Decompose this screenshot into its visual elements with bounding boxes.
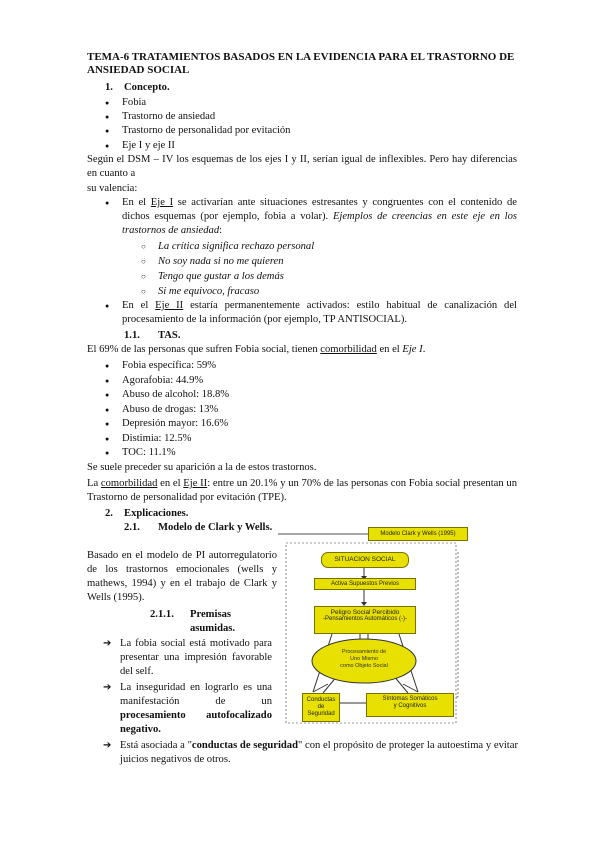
dsm-paragraph-end: su valencia: bbox=[87, 183, 138, 194]
dsm-paragraph: Según el DSM – IV los esquemas de los ejes I y II, serían igual de inflexibles. Pero hay diferencias en cuanto a bbox=[87, 154, 517, 179]
list-item: ● Agorafobia: 44.9% bbox=[122, 374, 203, 388]
processing-line-3: como Objeto Social bbox=[340, 663, 388, 669]
section-2-heading: Explicaciones. bbox=[124, 508, 189, 519]
section-2-1-1-number: 2.1.1. bbox=[150, 609, 174, 620]
section-2-1-number: 2.1. bbox=[124, 522, 140, 533]
eje-i-term: Eje I bbox=[150, 197, 174, 208]
belief-item: ○ Si me equivoco, fracaso bbox=[158, 285, 259, 299]
list-item: ● TOC: 11.1% bbox=[122, 446, 176, 460]
list-item: ● Abuso de alcohol: 18.8% bbox=[122, 388, 229, 402]
safety-line-1: Conductas de bbox=[306, 697, 336, 710]
comorbidity-mid: en el bbox=[376, 344, 403, 355]
eje-ii-bullet bbox=[122, 299, 517, 327]
assumptions-box: Activa Supuestos Previos bbox=[314, 578, 416, 590]
list-item: ● Fobia específica: 59% bbox=[122, 359, 216, 373]
list-item: ● Eje I y eje II bbox=[122, 139, 175, 153]
comorbidity2-mid: en el bbox=[157, 478, 184, 489]
comorbidity-term: comorbilidad bbox=[320, 344, 377, 355]
diagram-caption: Modelo Clark y Wells (1995) bbox=[368, 527, 468, 541]
eje-i-pre: En el bbox=[122, 197, 151, 208]
premise-3-pre: Está asociada a " bbox=[120, 740, 192, 751]
section-1-1-number: 1.1. bbox=[124, 330, 140, 341]
eje-ii-comorbidity-paragraph bbox=[87, 477, 517, 505]
danger-box bbox=[314, 606, 416, 634]
eje-i-text: se activarían ante situaciones estresantes y congruentes con el contenido de dichos esquemas (por ejemplo, fobia a volar). bbox=[122, 197, 517, 222]
premise-3-post: " con el propósito de proteger la autoestima y evitar juicios negativos de otros. bbox=[120, 740, 518, 765]
section-2-1-1-heading: Premisas asumidas. bbox=[190, 609, 236, 634]
comorbidity2-post: : entre un 20.1% y un 70% de las personas con Fobia social presentan un Trastorno de personalidad por evitación (TPE). bbox=[87, 478, 518, 503]
symptoms-line-1: Síntomas Somáticos bbox=[382, 696, 438, 702]
processing-line-2: Uno Mismo bbox=[350, 656, 378, 662]
eje-ii-pre: En el bbox=[122, 300, 156, 311]
eje-ii-text: estaría permanentemente activados: estilo habitual de canalización del procesamiento de la información (por ejemplo, TP ANTISOCIAL). bbox=[122, 300, 517, 325]
premise-3-bold: conductas de seguridad bbox=[191, 740, 298, 751]
safety-box bbox=[302, 693, 340, 722]
clark-wells-diagram bbox=[278, 527, 468, 727]
premise-item bbox=[120, 681, 272, 737]
precede-sentence: Se suele preceder su aparición a la de estos trastornos. bbox=[87, 462, 317, 473]
model-paragraph: Basado en el modelo de PI autorregulatorio de los trastornos emocionales (wells y mathews, 1994) y en el trabajo de Clark y Wells (1995). bbox=[87, 550, 277, 603]
danger-line-2: -Pensamientos Automáticos (-)- bbox=[322, 616, 408, 622]
list-item: ● Fobia bbox=[122, 96, 146, 110]
premise-2-text: La inseguridad en lograrlo es una manifestación de un bbox=[120, 682, 272, 707]
situation-box: SITUACION SOCIAL bbox=[321, 552, 409, 568]
section-1-heading: Concepto. bbox=[124, 82, 170, 93]
eje-i-italic: Ejemplos de creencias en este eje en los trastornos de ansiedad bbox=[122, 211, 517, 236]
comorbidity-end: . bbox=[422, 344, 426, 355]
eje-ii-term: Eje II bbox=[155, 300, 184, 311]
belief-item: ○ No soy nada si no me quieren bbox=[158, 255, 284, 269]
danger-line-1: Peligro Social Percibido bbox=[330, 609, 400, 616]
premise-2-bold: procesamiento autofocalizado negativo. bbox=[120, 710, 272, 735]
list-item: ● Trastorno de personalidad por evitación bbox=[122, 124, 290, 138]
section-2-1-heading: Modelo de Clark y Wells. bbox=[158, 522, 273, 533]
belief-item: ○ Tengo que gustar a los demás bbox=[158, 270, 284, 284]
list-item: ● Depresión mayor: 16.6% bbox=[122, 417, 228, 431]
section-1-number: 1. bbox=[105, 82, 113, 93]
comorbidity2-eje: Eje II bbox=[183, 478, 208, 489]
list-item: ● Abuso de drogas: 13% bbox=[122, 403, 218, 417]
symptoms-box bbox=[366, 693, 454, 717]
processing-label bbox=[322, 649, 406, 670]
comorbidity2-pre: La bbox=[87, 478, 101, 489]
document-title: TEMA-6 TRATAMIENTOS BASADOS EN LA EVIDENCIA PARA EL TRASTORNO DE ANSIEDAD SOCIAL bbox=[87, 51, 515, 76]
safety-line-2: Seguridad bbox=[307, 711, 335, 717]
premise-item: ➔ La fobia social está motivado para presentar una impresión favorable del self. bbox=[120, 637, 272, 679]
eje-i-post: : bbox=[219, 225, 223, 236]
comorbidity-eje: Eje I bbox=[402, 344, 423, 355]
premise-item bbox=[120, 739, 518, 767]
section-2-number: 2. bbox=[105, 508, 113, 519]
list-item: ● Trastorno de ansiedad bbox=[122, 110, 215, 124]
symptoms-line-2: y Cognitivos bbox=[393, 703, 427, 709]
comorbidity2-term: comorbilidad bbox=[100, 478, 158, 489]
belief-item: ○ La crítica significa rechazo personal bbox=[158, 240, 314, 254]
list-item: ● Distimia: 12.5% bbox=[122, 432, 191, 446]
section-1-1-heading: TAS. bbox=[158, 330, 181, 341]
processing-line-1: Procesamiento de bbox=[341, 649, 387, 655]
eje-i-bullet bbox=[122, 196, 517, 238]
comorbidity-paragraph bbox=[87, 343, 425, 357]
comorbidity-pre: El 69% de las personas que sufren Fobia social, tienen bbox=[87, 344, 321, 355]
